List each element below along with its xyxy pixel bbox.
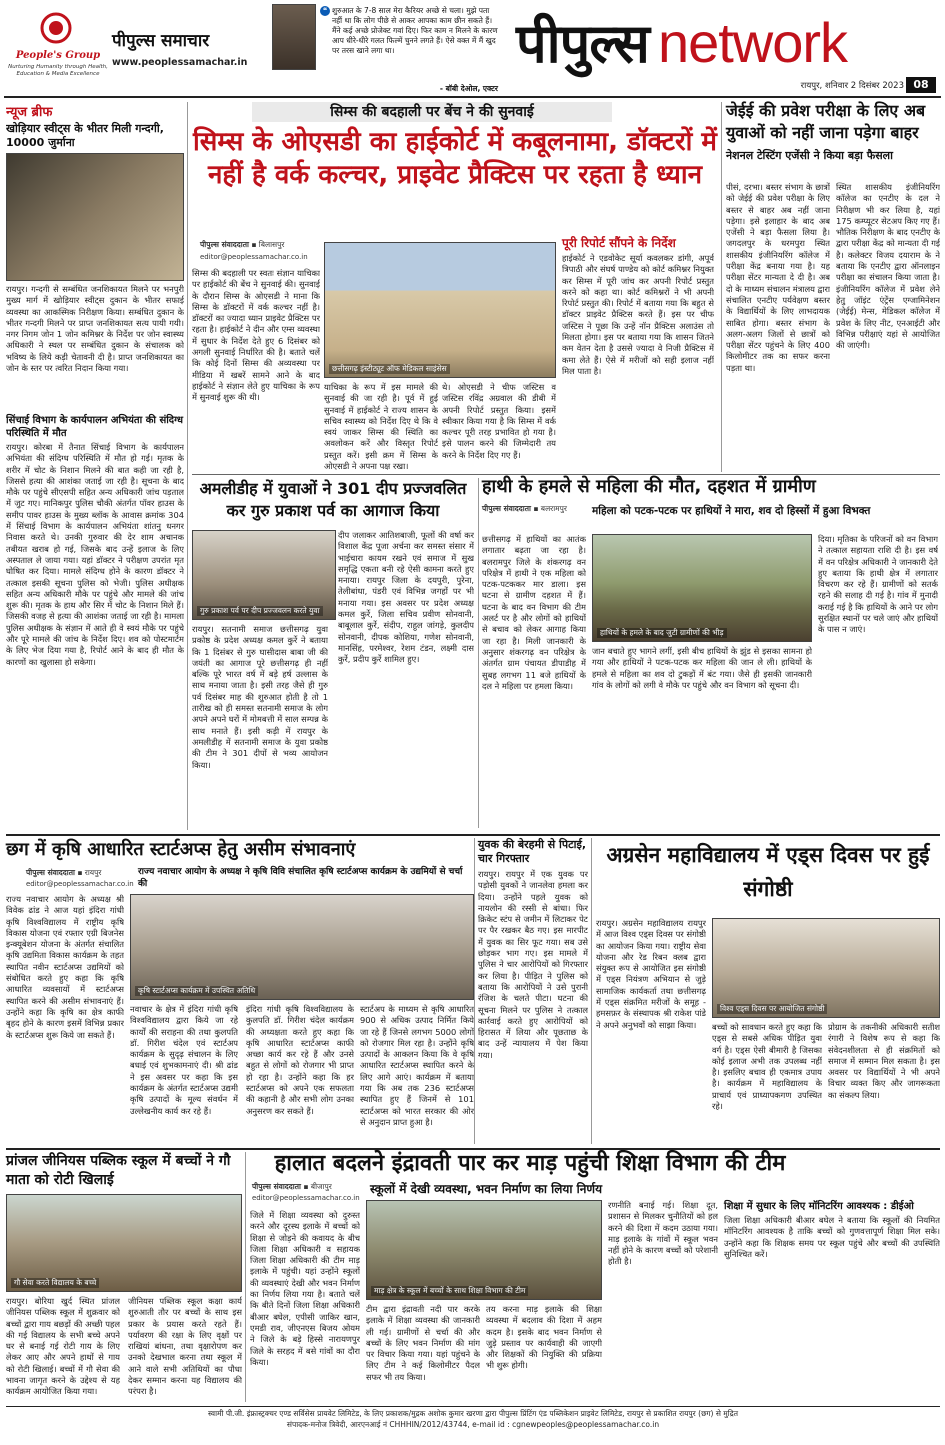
elephant-col1: छत्तीसगढ़ में हाथियों का आतंक लगातार बढ़ता जा रहा है। बलरामपुर जिले के शंकरगढ़ वन परिक्षेत्र में हाथी ने एक महिला को पटक-पटककर मार डाला। इस घटना से ग्रामीण दहशत में हैं। घटना के बाद वन विभाग की टीम अलर्ट पर है और लोगों को हाथियों से बचाव को लेकर आगाह किया जा रहा है। मिली जानकारी के अनुसार शंकरगढ़ वन परिक्षेत्र के अंतर्गत ग्राम पंचायत डीपाडीह में सुबह लगभग 11 बजे हाथियों के दल ने महिला पर हमला किया। [482, 534, 586, 691]
pranjal-photo-caption: गौ सेवा करते विद्यालय के बच्चे [11, 1278, 99, 1288]
youth-text: रायपुर। रायपुर में एक युवक पर पड़ोसी युवकों ने जानलेवा हमला कर दिया। उन्होंने पहले युवक को नायलोन की रस्सी से बांधा। फिर क्रिकेट स्टंप से जमीन में लिटाकर पेट पर पैर रखकर बैठ गए। इस मारपीट में युवक का सिर फूट गया। सब उसे छोड़कर भाग गए। इस मामले में पुलिस ने चार आरोपियों को गिरफ्तार कर लिया है। पीड़ित ने पुलिस को बताया कि आरोपियों ने उसे पुरानी रंजिश के चलते पीटा। घटना की सूचना मिलने पर पुलिस ने तत्काल कार्रवाई करते हुए आरोपियों को हिरासत में लिया और पूछताछ के बाद उन्हें न्यायालय में पेश किया गया। [478, 869, 588, 1060]
elephant-headline: हाथी के हमले से महिला की मौत, दहशत में ग्रामीण [482, 476, 816, 497]
jee-story [726, 100, 940, 472]
agrasen-photo [712, 918, 940, 1018]
agri-headline: छग में कृषि आधारित स्टार्टअप्स हेतु असीम संभावनाएं [6, 839, 356, 860]
quote-box [320, 6, 500, 94]
cims-kicker: सिम्स की बदहाली पर बेंच ने की सुनवाई [252, 102, 612, 122]
indravati-photo-caption: माड़ क्षेत्र के स्कूल में बच्चों के साथ शिक्षा विभाग की टीम [371, 1286, 528, 1296]
agrasen-photo-caption: विश्व एड्स दिवस पर आयोजित संगोष्ठी [717, 1004, 827, 1014]
youth-headline: युवक की बेरहमी से पिटाई, चार गिरफ्तार [478, 838, 587, 865]
brand-box [112, 28, 262, 88]
agrasen-col1: रायपुर। अग्रसेन महाविद्यालय रायपुर में आज विश्व एड्स दिवस पर संगोष्ठी का आयोजन किया गया। राष्ट्रीय सेवा योजना और रेड रिबन क्लब द्वारा संयुक्त रूप से आयोजित इस संगोष्ठी में एड्स नियंत्रण अभियान से जुड़े सामाजिक कार्यकर्ता तथा छत्तीसगढ़ में एड्स संक्रमित मरीजों के समूह - हमसफ़र के संस्थापक श्री राकेश पांडे ने अपने अनुभवों को साझा किया। [596, 918, 706, 1030]
pranjal-story [6, 1152, 242, 1404]
actor-photo [272, 4, 316, 70]
dateline: रायपुर, शनिवार 2 दिसंबर 2023 [800, 81, 904, 91]
network-logo [516, 4, 936, 78]
brief-item1-head: खोड़ियार स्वीट्स के भीतर मिली गन्दगी, 10000 जुर्माना [6, 122, 164, 149]
indravati-col4: रणनीति बनाई गई। शिक्षा दूत, प्रशासन से मिलकर चुनौतियों को हल करने की दिशा में कदम उठाया गया। माड़ इलाके के गांवों में स्कूल भवन नहीं होने के कारण बच्चों को परेशानी होती है। [608, 1200, 718, 1267]
elephant-col3: दिया। मृतिका के परिजनों को वन विभाग ने तत्काल सहायता राशि दी है। इस वर्ष में वन परिक्षेत्र अधिकारी ने जानकारी देते हुए बताया कि हाथी क्षेत्र में लगातार विचरण कर रहे हैं। ग्रामीणों को सतर्क रहने की सलाह दी गई है। गांव में मुनादी कराई गई है कि हाथियों के आने पर लोग सुरक्षित स्थानों पर चले जाएं और हाथियों के पास न जाएं। [818, 534, 938, 635]
pranjal-col2: जीनियस पब्लिक स्कूल कक्षा कार्य शुरुआती तौर पर बच्चों के साथ इस प्रकार के प्रयास करते रहते हैं। पर्यावरण की रक्षा के लिए वृक्षों पर राखियां बांधना, तथा वृक्षारोपण कर उनको देखभाल करना तथा स्कूल में आने वाले सभी अतिथियों का पौधा देकर सम्मान करना यह विद्यालय की परंपरा है। [128, 1296, 242, 1397]
agri-col1: राज्य नवाचार आयोग के अध्यक्ष श्री विवेक ढांड ने आज यहां इंदिरा गांधी कृषि विश्वविद्यालय में राष्ट्रीय कृषि विकास योजना एवं रफ्तार एग्री बिजनेस इन्क्यूबेशन योजना के अंतर्गत संचालित कृषि उद्यमिता विकास कार्यक्रम के तहत स्थापित नवीन स्टार्टअप्स उद्यमियों को संबोधित करते हुए कहा कि कृषि आधारित व्यवसायों में स्टार्टअप्स स्थापित करने की असीम संभावनाएं हैं। उन्होंने कहा कि कृषि का क्षेत्र काफी बृहद होने के कारण इसमें विभिन्न प्रकार के स्टार्टअप्स शुरू किये जा सकते हैं। [6, 894, 124, 1040]
youth-divider [474, 838, 475, 1144]
brand-title: पीपुल्स समाचार [112, 31, 210, 51]
page-number: 08 [906, 77, 936, 93]
cims-sidebar-head: पूरी रिपोर्ट सौंपने के निर्देश [562, 236, 676, 250]
youth-story [478, 838, 588, 1144]
footer-imprint: स्वामी पी.जी. इंफ्रास्ट्रक्चर एण्ड सर्विसेस प्रायवेट लिमिटेड, के लिए प्रकाशक/मुद्रक अशोक कुमार खरणा द्वारा पीपुल्स प्रिंटिंग एंड पब्लिकेशन प्राइवेट लिमिटेड, रायपुर से प्रकाशित रायपुर (छग) से मुद्रित [207, 1409, 738, 1418]
agrasen-col2: बच्चों को सावधान करते हुए कहा कि एड्स से सबसे अधिक पीड़ित युवा वर्ग है। एड्स ऐसी बीमारी है जिसका कोई इलाज अभी तक उपलब्ध नहीं है। इसलिए बचाव ही एकमात्र उपाय है। कार्यक्रम में महाविद्यालय के प्राचार्य एवं प्राध्यापकगण उपस्थित रहे। [712, 1022, 822, 1112]
network-hindi: पीपुल्स [516, 12, 649, 75]
agri-subhead: राज्य नवाचार आयोग के अध्यक्ष ने कृषि विवि संचालित कृषि स्टार्टअप्स कार्यक्रम के उद्यमियों से चर्चा की [138, 867, 463, 889]
elephant-photo-caption: हाथियों के हमले के बाद जुटी ग्रामीणों की भीड़ [597, 628, 727, 638]
jee-divider [721, 102, 722, 472]
indravati-headline: हालात बदलने इंद्रावती पार कर माड़ पहुंची शिक्षा विभाग की टीम [274, 1151, 786, 1176]
group-logo-icon [36, 12, 76, 46]
brief-section-label: न्यूज ब्रीफ [6, 105, 53, 120]
cims-photo-caption: छत्तीसगढ़ इंस्टीट्यूट ऑफ मेडिकल साइंसेस [329, 364, 450, 374]
indravati-divider [245, 1152, 246, 1402]
indravati-story [250, 1150, 940, 1404]
indravati-subhead: स्कूलों में देखी व्यवस्था, भवन निर्माण का लिया निर्णय [370, 1182, 603, 1196]
group-logo [8, 12, 108, 92]
jee-headline: जेईई की प्रवेश परीक्षा के लिए अब युवाओं को नहीं जाना पड़ेगा बाहर [726, 101, 926, 142]
cims-col3: थे। ओएसडी ने चीफ जस्टिस व जस्टिस रविंद्र अग्रवाल की डीबी में अपनी रिपोर्ट प्रस्तुत किया। इसमें स्वीकार किया गया है कि सिम्स में वर्क कल्चर पूरी तरह प्रभावित हो गया है। इसे पालन करने की जिम्मेदारी तय करने के निर्देश दिए गए हैं। [442, 382, 556, 460]
news-brief-column [6, 102, 184, 832]
cims-email: editor@peoplessamachar.co.in [200, 253, 308, 261]
indravati-byline: पीपुल्स संवाददाता ▪ बीजापुर [252, 1182, 332, 1191]
elephant-byline-label: पीपुल्स संवाददाता [482, 504, 531, 513]
masthead [0, 0, 945, 98]
cims-col2: याचिका के रूप में इस मामले की सुनवाई की जा रही है। पूर्व में हुई सुनवाई में हाईकोर्ट ने राज्य शासन के सचिव स्वास्थ्य को निर्देश दिए थे कि वे स्वयं जाकर सिम्स की स्थिति का अवलोकन करें और विस्तृत रिपोर्ट प्रस्तुत करें। इसी क्रम में सिम्स के ओएसडी ने अपना पक्ष रखा। [324, 382, 438, 472]
brief-divider [187, 102, 188, 830]
agrasen-divider [591, 838, 592, 1144]
amlidih-headline: अमलीडीह में युवाओं ने 301 दीप प्रज्जवलित कर गुरु प्रकाश पर्व का आगाज किया [199, 479, 467, 520]
indravati-byline-label: पीपुल्स संवाददाता [252, 1182, 301, 1191]
elephant-subhead: महिला को पटक-पटक पर हाथियों ने मारा, शव दो हिस्सों में हुआ विभक्त [592, 505, 871, 517]
group-name: People's Group [15, 50, 101, 61]
footer-imprint2: संपादक-मनोज त्रिवेदी, आरएनआई नं CHHHIN/2012/43744, e-mail id : cgnewpeoples@peoplessamachar.co.in [286, 1420, 660, 1429]
cims-sidebar [562, 236, 714, 472]
masthead-rule [4, 96, 941, 98]
jee-subhead: नेशनल टेस्टिंग एजेंसी ने किया बड़ा फैसला [726, 149, 893, 162]
quote-author: - बॉबी देओल, एक्टर [439, 84, 498, 93]
agri-photo-caption: कृषि स्टार्टअप्स कार्यक्रम में उपस्थित अतिथि [135, 986, 258, 996]
elephant-col2: जान बचाते हुए भागने लगीं, इसी बीच हाथियों के झुंड से इसका सामना हो गया और हाथियों ने पटक-पटक कर महिला की जान ले ली। हाथियों के हमले से महिला का शव दो टुकड़ों में बंट गया। जैसे ही इसकी जानकारी गांव के लोगों को लगी वे मौके पर पहुंचे और वन विभाग को सूचना दी। [592, 646, 812, 690]
cims-sidebar-text: हाईकोर्ट ने एडवोकेट सूर्या कवलकर डांगी, अपूर्व त्रिपाठी और संघर्ष पाण्डेय को कोर्ट कमिश्नर नियुक्त कर सिम्स में पूरी जांच कर अपनी रिपोर्ट प्रस्तुत करने को कहा था। कोर्ट कमिश्नरों ने भी अपनी रिपोर्ट प्रस्तुत की। रिपोर्ट में बताया गया कि बहुत से डॉक्टर प्राइवेट प्रैक्टिस करते हैं। इस पर चीफ जस्टिस ने पूछा कि उन्हें नॉन प्रैक्टिस अलाउंस तो मिलता होगा। इस पर बताया गया कि शासन जितने कम वेतन देता है उससे ज्यादा वे निजी प्रैक्टिस में कमा लेते हैं। ऐसे में मरीजों को सही इलाज नहीं मिल पाता है। [562, 253, 714, 376]
cims-headline: सिम्स के ओएसडी का हाईकोर्ट में कबूलनामा, डॉक्टरों में नहीं है वर्क कल्चर, प्राइवेट प्रैक्टिस पर रहता है ध्यान [193, 127, 717, 190]
elephant-photo [592, 534, 812, 642]
agrasen-headline: अग्रसेन महाविद्यालय में एड्स दिवस पर हुई संगोष्ठी [606, 843, 930, 901]
website[interactable]: www.peoplessamachar.in [112, 57, 248, 68]
elephant-byline: पीपुल्स संवाददाता ▪ बलरामपुर [482, 504, 567, 513]
footer-rule [6, 1406, 940, 1407]
indravati-side-text: जिला शिक्षा अधिकारी बीआर बघेल ने बताया कि स्कूलों की नियमित मॉनिटरिंग आवश्यक है ताकि बच्चों को गुणवत्तापूर्ण शिक्षा मिल सके। उन्होंने कहा कि शिक्षक समय पर स्कूल पहुंचे और बच्चों की उपस्थिति सुनिश्चित करें। [724, 1215, 940, 1259]
elephant-divider [478, 478, 479, 828]
elephant-byline-place: बलरामपुर [540, 504, 567, 513]
quote-text: शुरुआत के 7-8 साल मेरा कैरियर अच्छे से चला। मुझे पता नहीं था कि लोग पीछे से आकर आपका काम छीन सकते हैं। मैंने कई अच्छे प्रोजेक्ट गवां दिए। फिर काम न मिलने के कारण आप धीरे-धीरे गलत फिल्में चुनने लगते हैं। ऐसे वक्त में मैं खुद पर तरस खाने लगा था। [332, 6, 498, 55]
row2-rule [6, 834, 940, 836]
cims-story [192, 100, 718, 472]
indravati-photo [366, 1200, 602, 1300]
indravati-side-head: शिक्षा में सुधार के लिए मॉनिटरिंग आवश्यक : डीईओ [724, 1201, 914, 1212]
agri-col3: इंदिरा गांधी कृषि विश्वविद्यालय के कुलपति डॉ. गिरीश चंदेल कार्यक्रम की अध्यक्षता करते हुए कहा कि कृषि आधारित स्टार्टअप्स काफी अच्छा कार्य कर रहे हैं और उनसे बहुत से लोगों को रोजगार भी प्राप्त हो रहा है। उन्होंने कहा कि हर स्टार्टअप्स को अपने एक सफलता की कहानी है और सभी लोग उनका अनुसरण कर सकते हैं। [246, 1004, 354, 1116]
agri-email: editor@peoplessamachar.co.in [26, 880, 134, 888]
jee-col1: पीसं, दरभा। बस्तर संभाग के छात्रों को जेईई की प्रवेश परीक्षा के लिए बस्तर से बाहर अब नहीं जाना पड़ेगा। इसे इलाहार के बाद अब एजेंसी ने बड़ा फैसला लिया है। जगदलपुर के धरमपुरा स्थित शासकीय इंजीनियरिंग कॉलेज में परीक्षा केंद्र बनाया गया है। यह परीक्षा सेंटर मान्यता दे दी है। अब दो के माध्यम संचालन मंत्रालय द्वारा संचालित एनटीए पर्यवेक्षण बस्तर के विद्यार्थियों के लिए लाभदायक साबित होगा। बस्तर संभाग के अलग-अलग जिलों से छात्रों को परीक्षा सेंटर पहुंचने के लिए 400 किलोमीटर तक का सफर करना पड़ता था। [726, 182, 830, 373]
indravati-side [724, 1200, 940, 1404]
indravati-col3: तय करना माड़ इलाके की शिक्षा व्यवस्था में बदलाव की दिशा में अहम कदम है। इसके बाद भवन निर्माण से जुड़े प्रस्ताव पर कार्यवाही की जाएगी और शिक्षकों की नियुक्ति की प्रक्रिया भी शुरू होगी। [486, 1304, 602, 1371]
cims-byline-place: बिलासपुर [258, 240, 285, 249]
cims-byline-label: पीपुल्स संवाददाता [200, 240, 249, 249]
amlidih-story [192, 478, 474, 830]
amlidih-photo [192, 530, 336, 620]
jee-col2: स्थित शासकीय इंजीनियरिंग कॉलेज का एनटीए के दल ने निरीक्षण भी कर लिया है, यहां 175 कम्प्यूटर सेटअप किए गए हैं। भौतिक निरीक्षण के बाद एनटीए के द्वारा परीक्षा केंद्र को मान्यता दी गई है। कलेक्टर विजय दयाराम के ने बताया कि एनटीए द्वारा ऑनलाइन परीक्षा का संचालन किया जाता है। इंजीनियरिंग कॉलेज में प्रवेश लेने हेतु जॉइंट एंट्रेंस एग्जामिनेशन (जेईई) मेन्स, मेडिकल कॉलेज में प्रवेश के लिए नीट, एनआईटी और विभिन्न परीक्षाएं यहां से आयोजित की जाएंगी। [836, 182, 940, 351]
agri-byline-place: रायपुर [84, 868, 102, 877]
elephant-story [482, 474, 940, 830]
agri-byline: पीपुल्स संवाददाता ▪ रायपुर [26, 868, 102, 877]
pranjal-headline: प्रांजल जीनियस पब्लिक स्कूल में बच्चों ने गौ माता को रोटी खिलाई [6, 1153, 231, 1188]
indravati-col2: टीम द्वारा इंद्रावती नदी पार करके इलाके में शिक्षा व्यवस्था की जानकारी ली गई। ग्रामीणों से चर्चा की और बच्चों के लिए भवन निर्माण की मांग पर विचार किया गया। यहां पहुंचने के लिए टीम ने कई किलोमीटर पैदल सफर भी तय किया। [366, 1304, 480, 1382]
amlidih-col2: दीप जलाकर आतिशबाजी, फूलों की वर्षा कर विशाल केंद्र पूजा अर्चना कर समस्त संसार में भाईचारा कायम रखने एवं समाज में सुख समृद्धि एकता बनी रहे ऐसी कामना करते हुए मनाया। रायपुर जिला के दयपुरी, पुरेना, तेलीबांधा, पंडरी एवं विभिन्न जगहों पर भी मनाया गया। इस अवसर पर प्रदेश अध्यक्ष कमल कुर्रे, जिला सचिव प्रवीण सोनवानी, बाबूलाल कुर्रे, संदीप, राहुल जांगड़े, कुलदीप सोनवानी, दीपक कोशिया, गणेश सोनवानी, मानसिंह, परमेश्वर, रेशम टंडन, लक्ष्मी दास कुर्रे, प्रदीप कुर्रे शामिल हुए। [338, 530, 474, 665]
agri-col2: नवाचार के क्षेत्र में इंदिरा गांधी कृषि विश्वविद्यालय द्वारा किये जा रहे कार्यों की सराहना की तथा कुलपति डॉ. गिरीश चंदेल एवं स्टार्टअप कार्यक्रम के सुदृढ़ संचालन के लिए बधाई एवं शुभकामनाएं दी। श्री ढांड ने इस अवसर पर कहा कि इस कार्यक्रम के अंतर्गत स्टार्टअप्स उद्यमी कृषि उत्पादों के मूल्य संवर्धन में उल्लेखनीय कार्य कर रहे हैं। [130, 1004, 238, 1116]
indravati-email: editor@peoplessamachar.co.in [252, 1194, 360, 1202]
cims-col1: सिम्स की बदहाली पर स्वतः संज्ञान याचिका पर हाईकोर्ट की बेंच ने सुनवाई की। सुनवाई के दौरान सिम्स के ओएसडी ने माना कि सिम्स के डॉक्टरों में वर्क कल्चर नहीं है। डॉक्टरों का ज्यादा ध्यान प्राइवेट प्रैक्टिस पर रहता है। हाईकोर्ट ने दीन और एम्स व्यवस्था में सुधार के निर्देश देते हुए 6 दिसंबर को अगली सुनवाई निर्धारित की है। बताते चलें कि कोई दिनों सिम्स की अव्यवस्था पर मीडिया में खबरें सामने आने के बाद हाईकोर्ट ने संज्ञान लेते हुए याचिका के रूप में सुनवाई शुरू की थी। [192, 268, 320, 403]
brief-item2-head: सिंचाई विभाग के कार्यपालन अभियंता की संदिग्ध परिस्थिति में मौत [6, 415, 184, 439]
agrasen-story [596, 838, 940, 1144]
network-latin: network [657, 11, 848, 74]
footer [6, 1408, 940, 1442]
agri-photo [130, 894, 474, 1000]
quote-icon: ❝ [320, 6, 330, 16]
brief-item2-text: रायपुर। कोरबा में तैनात सिंचाई विभाग के कार्यपालन अभियंता की संदिग्ध परिस्थिति में मौत हो गई। मृतक के शरीर में चोट के निशान मिलने की बात कही जा रही है, जिससे हत्या की आशंका जताई जा रही है। सूचना के बाद मौके पर पहुंचे सीएसपी सहित अन्य अधिकारी जांच पड़ताल में जुट गए। मानिकपुर पुलिस चौकी अंतर्गत पॉवर हाउस के समीप पावर हाउस के मुख्य ब्लॉक के आवास क्रमांक 304 में सिंचाई विभाग के कार्यपालन अभियंता शांतनु धनगर निवास करते थे। उनकी गुरुवार की देर शाम अचानक तबीयत खराब हो गई, जिसके बाद उन्हें इलाज के लिए अस्पताल ले जाया गया। यहां डॉक्टर ने परीक्षण उपरांत मृत घोषित कर दिया। मामले संदिग्ध होने के कारण डॉक्टर ने तत्काल इसकी सूचना पुलिस को भेजी। पुलिस अधीक्षक सहित अन्य अधिकारी मौके पर पहुंचे और मामले की जांच शुरू की। मृतक के हाथ और सिर में चोट के निशान मिले हैं। जिसकी वजह से हत्या की आशंका जताई जा रही है। मामला पुलिस अधीक्षक के संज्ञान में आते ही वे स्वयं मौके पर पहुंचे और पूरे मामले की जांच के निर्देश दिए। शव को पोस्टमार्टम के लिए भेज दिया गया है, रिपोर्ट आने के बाद ही मौत के कारणों का खुलासा हो सकेगा। [6, 442, 184, 667]
pranjal-col1: रायपुर। बोरिया खुर्द स्थित प्रांजल जीनियस पब्लिक स्कूल में शुक्रवार को बच्चों द्वारा गाय बछड़ों की अच्छी पहल की गई विद्यालय के सभी बच्चे अपने घर से बनाई गई रोटी गाय के लिए लेकर आए और अपने हाथों से गाय को रोटी खिलाई। बच्चों में गौ सेवा की भावना जागृत करने के उद्देश्य से यह कार्यक्रम आयोजित किया गया। [6, 1296, 120, 1397]
indravati-col1: जिले में शिक्षा व्यवस्था को दुरुस्त करने और दूरस्थ इलाके में बच्चों को शिक्षा से जोड़ने की कवायद के बीच जिला शिक्षा अधिकारी व सहायक जिला शिक्षा अधिकारी की टीम माड़ इलाके में पहुंची। यहां उन्होंने स्कूलों की व्यवस्थाएं देखी और भवन निर्माण का निर्णय लिया गया है। बताते चलें कि बीते दिनों जिला शिक्षा अधिकारी बीआर बघेल, एपीसी जाकिर खान, एमडी राव, जीएनएस बिजय ओयम ने जिले के बड़े हिस्से नारायणपुर जिले के सरहद में बसे गांवों का दौरा किया। [250, 1210, 360, 1367]
pranjal-photo [6, 1194, 242, 1292]
indravati-byline-place: बीजापुर [310, 1182, 332, 1191]
brief-item1-photo [6, 153, 184, 281]
brief-item1-text: रायपुर। गन्दगी से सम्बंधित जनशिकायत मिलने पर भनपुरी मुख्य मार्ग में खोड़ियार स्वीट्स दुकान के भीतर सफाई व्यवस्था का आकस्मिक निरीक्षण किया। सम्बंधित दुकान के भीतर गन्दगी मिलने पर प्राप्त जनशिकायत सत्य पायी गयी। नगर निगम जोन 1 जोन कमिश्नर के निर्देश पर जोन स्वास्थ्य अधिकारी ने स्थल पर सम्बंधित दुकान के संचालक को भविष्य के लिये कड़ी चेतावनी दी है। प्राप्त जनशिकायत का जोन के स्तर पर त्वरित निदान किया गया। [6, 284, 184, 374]
agri-story [6, 838, 474, 1146]
amlidih-col1: रायपुर। सतनामी समाज छत्तीसगढ़ युवा प्रकोष्ठ के प्रदेश अध्यक्ष कमल कुर्रे ने बताया कि 1 दिसंबर से गुरु घासीदास बाबा जी की जयंती का आगाज पूरे छत्तीसगढ़ ही नहीं बल्कि पूरे भारत वर्ष में बड़े हर्ष उल्लास के साथ मनाया जाता है। इसी तरह जैसे ही गुरु पर्व दिसंबर माह की शुरुआत होती है तो 1 तारीख को ही समस्त सतनामी समाज के लोग अपने अपने घरों में मोमबत्ती में साल सम्पन्न के साथ मनाते हैं। इसी कड़ी में रायपुर के अमलीडीह में सतनामी समाज के युवा प्रकोष्ठ की टीम ने 301 दीपों से भव्य आयोजन किया। [192, 624, 328, 770]
amlidih-photo-caption: गुरु प्रकाश पर्व पर दीप प्रज्जवलन करते युवा [197, 606, 323, 616]
cims-photo [324, 242, 556, 378]
agri-byline-label: पीपुल्स संवाददाता [26, 868, 75, 877]
agri-col4: स्टार्टअप के माध्यम से कृषि आधारित 900 से अधिक उत्पाद निर्मित किये जा रहे हैं जिनसे लगभग 5000 लोगों को रोजगार मिल रहा है। उन्होंने कृषि उत्पादों के आकलन किया कि वे कृषि आधारित स्टार्टअप्स स्थापित करने के लिए आगे आएं। कार्यक्रम में बताया गया कि अब तक 236 स्टार्टअप्स स्थापित हुए हैं जिनमें से 101 स्टार्टअप्स को भारत सरकार की ओर से अनुदान प्राप्त हुआ है। [360, 1004, 474, 1127]
agrasen-col3: प्रोग्राम के तकनीकी अधिकारी सतीश रंगारी ने विशेष रूप से कहा कि संवेदनशीलता से ही संक्रमितों को समाज में सम्मान मिल सकता है। इस अवसर पर विद्यार्थियों ने भी अपने विचार व्यक्त किए और जागरूकता का संकल्प लिया। [828, 1022, 940, 1100]
group-tagline: Nurturing Humanity through Health, Education & Media Excellence [8, 64, 108, 77]
cims-byline: पीपुल्स संवाददाता ▪ बिलासपुर [200, 240, 285, 249]
